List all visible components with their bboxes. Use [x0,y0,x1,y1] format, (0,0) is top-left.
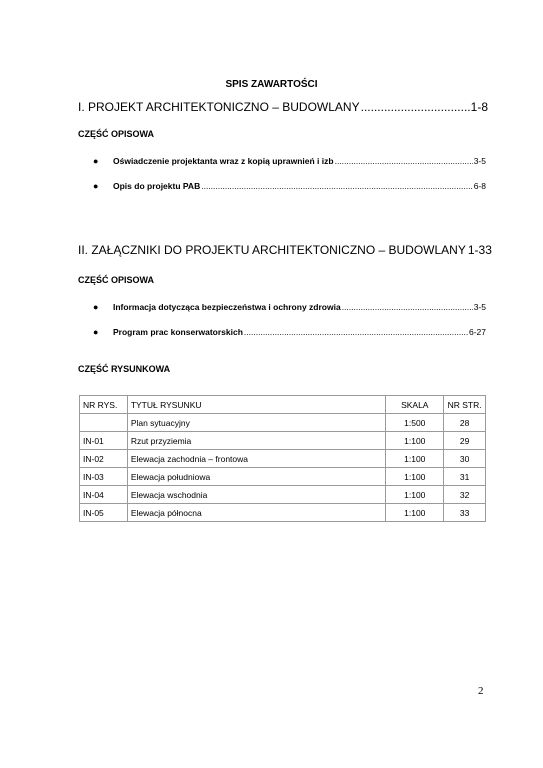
cell-title: Elewacja zachodnia – frontowa [127,450,385,468]
section-1-pages: 1-8 [470,100,488,114]
bullet-icon: ● [93,302,99,312]
column-header-title: TYTUŁ RYSUNKU [127,396,385,414]
toc-item [93,181,486,191]
table-row [80,486,486,504]
section-2-subheading-descriptive: CZĘŚĆ OPISOWA [78,275,155,285]
column-header-scale: SKALA [386,396,444,414]
toc-item-label: Informacja dotycząca bezpieczeństwa i ochrony zdrowia [113,302,341,312]
section-2-title: II. ZAŁĄCZNIKI DO PROJEKTU ARCHITEKTONICZNO – BUDOWLANY [78,243,466,257]
cell-nr: IN-04 [80,486,128,504]
cell-scale: 1:100 [386,450,444,468]
toc-item-pages: 6-8 [473,181,486,191]
cell-page: 29 [444,432,486,450]
toc-item-pages: 3-5 [473,302,486,312]
leader-dots [361,100,470,114]
cell-title: Elewacja południowa [127,468,385,486]
section-1-title: I. PROJEKT ARCHITEKTONICZNO – BUDOWLANY [78,100,360,114]
cell-page: 32 [444,486,486,504]
table-row [80,504,486,522]
page-title: SPIS ZAWARTOŚCI [225,79,318,90]
toc-item-pages: 6-27 [468,327,486,337]
toc-item-pages: 3-5 [473,156,486,166]
cell-title: Rzut przyziemia [127,432,385,450]
cell-nr: IN-02 [80,450,128,468]
toc-item-label: Opis do projektu PAB [113,181,201,191]
cell-scale: 1:100 [386,468,444,486]
cell-page: 33 [444,504,486,522]
column-header-page: NR STR. [444,396,486,414]
leader-dots [244,327,468,337]
bullet-icon: ● [93,181,99,191]
leader-dots [342,302,473,312]
leader-dots [335,156,473,166]
toc-item-label: Program prac konserwatorskich [113,327,243,337]
section-2-pages: 1-33 [467,243,492,257]
toc-item [93,156,486,166]
table-row [80,432,486,450]
cell-title: Plan sytuacyjny [127,414,385,432]
cell-page: 30 [444,450,486,468]
leader-dots [201,181,472,191]
cell-scale: 1:100 [386,504,444,522]
section-1-subheading: CZĘŚĆ OPISOWA [78,129,155,139]
cell-nr [80,414,128,432]
table-header-row [80,396,486,414]
toc-item [93,302,486,312]
section-1-heading [78,100,488,114]
cell-nr: IN-05 [80,504,128,522]
toc-item-label: Oświadczenie projektanta wraz z kopią uprawnień i izb [113,156,334,166]
cell-page: 28 [444,414,486,432]
cell-page: 31 [444,468,486,486]
cell-scale: 1:100 [386,486,444,504]
cell-title: Elewacja północna [127,504,385,522]
section-2-subheading-drawings: CZĘŚĆ RYSUNKOWA [78,364,171,374]
cell-scale: 1:100 [386,432,444,450]
bullet-icon: ● [93,327,99,337]
column-header-nr: NR RYS. [80,396,128,414]
page-number: 2 [478,685,484,697]
drawings-table [79,395,486,522]
section-2-heading [78,243,492,257]
table-row [80,414,486,432]
cell-title: Elewacja wschodnia [127,486,385,504]
toc-item [93,327,486,337]
table-row [80,450,486,468]
table-row [80,468,486,486]
cell-nr: IN-01 [80,432,128,450]
cell-nr: IN-03 [80,468,128,486]
cell-scale: 1:500 [386,414,444,432]
bullet-icon: ● [93,156,99,166]
